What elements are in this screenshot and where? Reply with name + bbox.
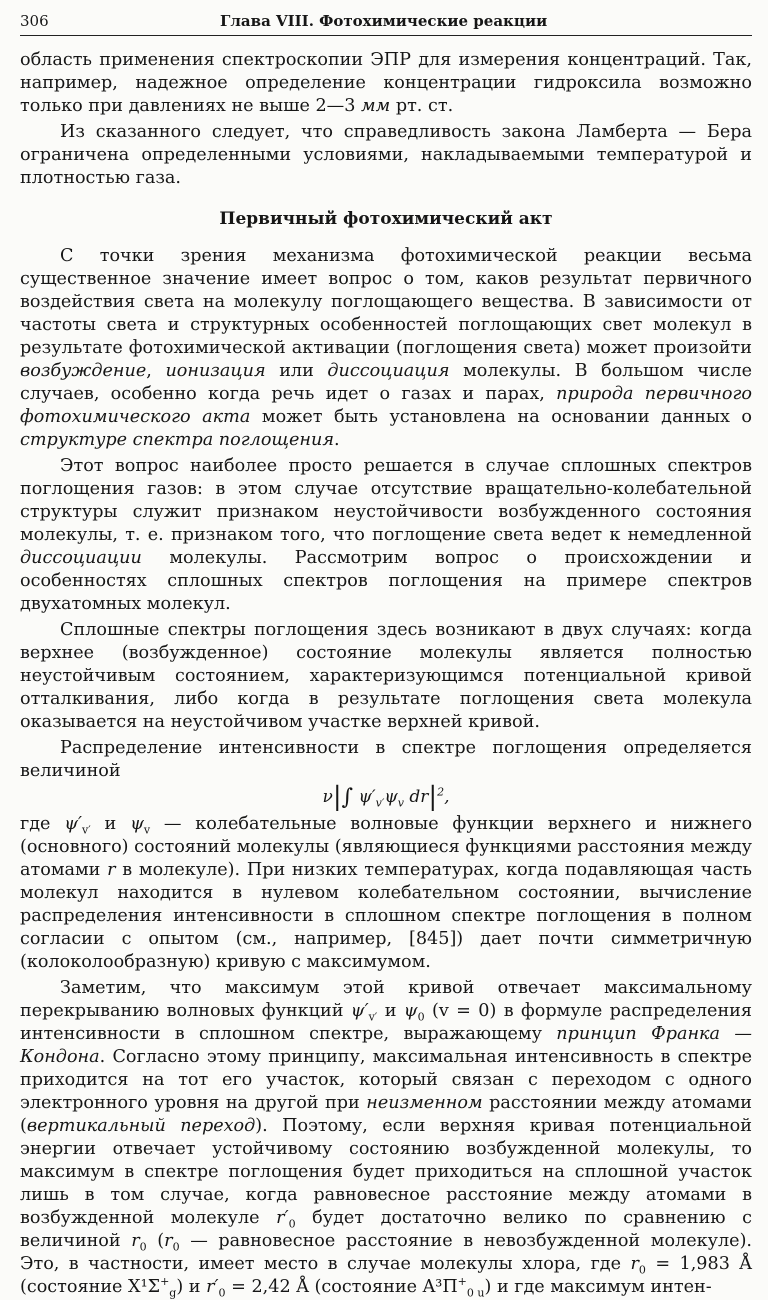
paragraph-1: область применения спектроскопии ЭПР для измерения концентраций. Так, например, надежное определение концентрации гидроксила возможно только при давлениях не выше 2—3 мм рт. ст. xyxy=(20,50,752,116)
intensity-formula: ν|∫ $\psi'_{v'}\psi_v$ $dr|^2$, xyxy=(322,782,450,812)
page-number: 306 xyxy=(20,12,49,30)
running-title: Глава VIII. Фотохимические реакции xyxy=(220,12,548,30)
paragraph-6: Распределение интенсивности в спектре поглощения определяется величиной xyxy=(20,738,752,781)
paragraph-8: Заметим, что максимум этой кривой отвечает максимальному перекрыванию волновых функций $\psi'_{v'}$ и $\psi_0$ (v = 0) в формуле распределения интенсивности в сплошном спектре, выражающему принцип Франка — Кондона. Согласно этому принципу, максимальная интенсивность в спектре приходится на тот его участок, который связан с переходом с одного электронного уровня на другой при неизменном расстоянии между атомами (вертикальный переход). Поэтому, если верхняя кривая потенциальной энергии отвечает устойчивому состоянию возбужденной молекулы, то максимум в спектре поглощения будет приходиться на сплошной участок лишь в том случае, когда равновесное расстояние между атомами в возбужденной молекуле $r'_0$ будет достаточно велико по сравнению с величиной $r_0$ ($r_0$ — равновесное расстояние в невозбужденной молекуле). Это, в частности, имеет место в случае молекулы хлора, где $r_0 = 1,983$ Å (состояние $X^1\Sigma^+_g$) и $r'_0 = 2,42$ Å (состояние $A^3\Pi^+_{0 u}$) и где максимум интен- xyxy=(20,978,753,1300)
paragraph-3: С точки зрения механизма фотохимической реакции весьма существенное значение имеет вопрос о том, каков результат первичного воздействия света на молекулу поглощающего вещества. В зависимости от частоты света и структурных особенностей поглощающих свет молекул в результате фотохимической активации (поглощения света) может произойти возбуждение, ионизация или диссоциация молекулы. В большом числе случаев, особенно когда речь идет о газах и парах, природа первичного фотохимического акта может быть установлена на основании данных о структуре спектра поглощения. xyxy=(20,246,753,450)
page-header xyxy=(20,12,752,36)
paragraph-5: Сплошные спектры поглощения здесь возникают в двух случаях: когда верхнее (возбужденное) состояние молекулы является полностью неустойчивым состоянием, характеризующимся потенциальной кривой отталкивания, либо когда в результате поглощения света молекула оказывается на неустойчивом участке верхней кривой. xyxy=(20,620,752,732)
page-body xyxy=(20,49,752,1299)
paragraph-2: Из сказанного следует, что справедливость закона Ламберта — Бера ограничена определенными условиями, накладываемыми температурой и плотностью газа. xyxy=(20,122,752,188)
section-heading: Первичный фотохимический акт xyxy=(219,209,553,229)
paragraph-7: где $\psi'_{v'}$ и $\psi_v$ — колебательные волновые функции верхнего и нижнего (основного) состояний молекулы (являющиеся функциями расстояния между атомами r в молекуле). При низких температурах, когда подавляющая часть молекул находится в нулевом колебательном состоянии, вычисление распределения интенсивности в сплошном спектре поглощения в полном согласии с опытом (см., например, [845]) дает почти симметричную (колоколообразную) кривую с максимумом. xyxy=(20,814,753,972)
paragraph-4: Этот вопрос наиболее просто решается в случае сплошных спектров поглощения газов: в этом случае отсутствие вращательно-колебательной структуры служит признаком неустойчивости возбужденного состояния молекулы, т. е. признаком того, что поглощение света ведет к немедленной диссоциации молекулы. Рассмотрим вопрос о происхождении и особенностях сплошных спектров поглощения на примере спектров двухатомных молекул. xyxy=(20,456,753,614)
